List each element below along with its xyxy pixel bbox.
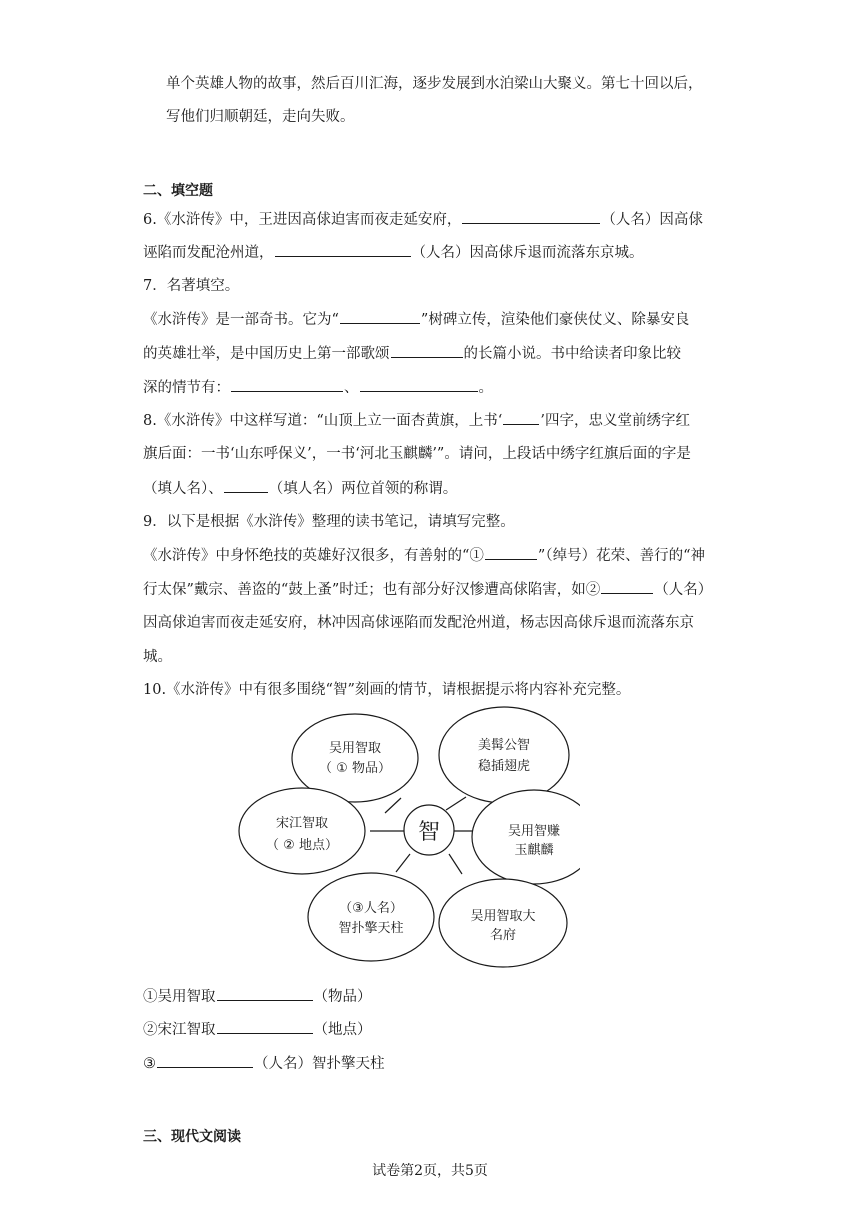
node-label: 名府 xyxy=(489,928,517,943)
answer-blank[interactable] xyxy=(157,1053,253,1068)
q10-line-1: 10.《水浒传》中有很多围绕“智”刻画的情节，请根据提示将内容补充完整。 xyxy=(143,682,631,698)
connector-line xyxy=(396,854,410,872)
zhi-mind-map xyxy=(230,688,580,973)
center-label: 智 xyxy=(417,820,441,845)
answer-blank[interactable] xyxy=(224,478,268,493)
node-label: 玉麒麟 xyxy=(514,843,554,858)
q9-line-2: 《水浒传》中身怀绝技的英雄好汉很多，有善射的“① ”（绰号）花荣、善行的“神 xyxy=(143,545,705,566)
answer-blank[interactable] xyxy=(340,309,420,324)
connector-line xyxy=(446,797,466,810)
answer-blank[interactable] xyxy=(601,579,653,594)
section-3-title: 三、现代文阅读 xyxy=(143,1129,241,1145)
q7-line-2: 《水浒传》是一部奇书。它为“ ”树碑立传，渲染他们豪侠仗义、除暴安良 xyxy=(143,309,689,330)
answer-line-1: ①吴用智取 （物品） xyxy=(143,986,372,1007)
q8-line-1: 8.《水浒传》中这样写道：“山顶上立一面杏黄旗，上书‘ ’四字，忠义堂前绣字红 xyxy=(143,410,690,431)
q7-line-1: 7．名著填空。 xyxy=(143,278,240,294)
q8-line-3: （填人名）、 （填人名）两位首领的称谓。 xyxy=(143,478,457,499)
q7-line-3: 的英雄壮举，是中国历史上第一部歌颂 的长篇小说。书中给读者印象比较 xyxy=(143,343,681,364)
answer-blank[interactable] xyxy=(231,377,343,392)
answer-blank[interactable] xyxy=(485,545,537,560)
node-label: （③人名） xyxy=(339,901,403,916)
answer-blank[interactable] xyxy=(503,410,539,425)
answer-blank[interactable] xyxy=(360,377,478,392)
node-label: 吴用智取大 xyxy=(470,909,536,924)
answer-blank[interactable] xyxy=(217,1019,313,1034)
node-oval xyxy=(439,707,569,803)
node-label: 吴用智赚 xyxy=(507,824,561,839)
answer-blank[interactable] xyxy=(217,986,313,1001)
node-label: 宋江智取 xyxy=(275,816,329,831)
node-label: 智扑擎天柱 xyxy=(338,921,404,936)
page-footer: 试卷第2页，共5页 xyxy=(372,1163,488,1179)
answer-blank[interactable] xyxy=(462,209,600,224)
q8-line-2: 旗后面：一书‘山东呼保义’，一书‘河北玉麒麟’”。请问，上段话中绣字红旗后面的字是 xyxy=(143,446,691,462)
intro-line-1: 单个英雄人物的故事，然后百川汇海，逐步发展到水泊梁山大聚义。第七十回以后， xyxy=(166,76,703,92)
connector-line xyxy=(385,798,401,813)
section-2-title: 二、填空题 xyxy=(143,183,213,199)
node-label: （ ② 地点） xyxy=(266,838,338,853)
q9-line-5: 城。 xyxy=(143,649,172,665)
intro-line-2: 写他们归顺朝廷，走向失败。 xyxy=(166,109,355,125)
answer-line-2: ②宋江智取 （地点） xyxy=(143,1019,372,1040)
connector-line xyxy=(449,854,462,874)
answer-blank[interactable] xyxy=(391,343,463,358)
node-oval xyxy=(239,788,365,874)
node-oval xyxy=(308,873,434,961)
q9-line-1: 9．以下是根据《水浒传》整理的读书笔记，请填写完整。 xyxy=(143,514,515,530)
q6-line-1: 6.《水浒传》中，王进因高俅迫害而夜走延安府， （人名）因高俅 xyxy=(143,209,703,230)
q9-line-4: 因高俅迫害而夜走延安府，林冲因高俅诬陷而发配沧州道，杨志因高俅斥退而流落东京 xyxy=(143,615,694,631)
node-label: 美髯公智 xyxy=(477,738,531,753)
q7-line-4: 深的情节有： 、 。 xyxy=(143,377,493,398)
node-label: 稳插翅虎 xyxy=(477,759,531,774)
answer-line-3: ③ （人名）智扑擎天柱 xyxy=(143,1053,385,1074)
answer-blank[interactable] xyxy=(275,242,411,257)
q6-line-2: 诬陷而发配沧州道， （人名）因高俅斥退而流落东京城。 xyxy=(143,242,644,263)
node-label: （ ① 物品） xyxy=(319,761,391,776)
node-label: 吴用智取 xyxy=(328,741,382,756)
q9-line-3: 行太保”戴宗、善盗的“鼓上蚤”时迁；也有部分好汉惨遭高俅陷害，如② （人名） xyxy=(143,579,712,600)
